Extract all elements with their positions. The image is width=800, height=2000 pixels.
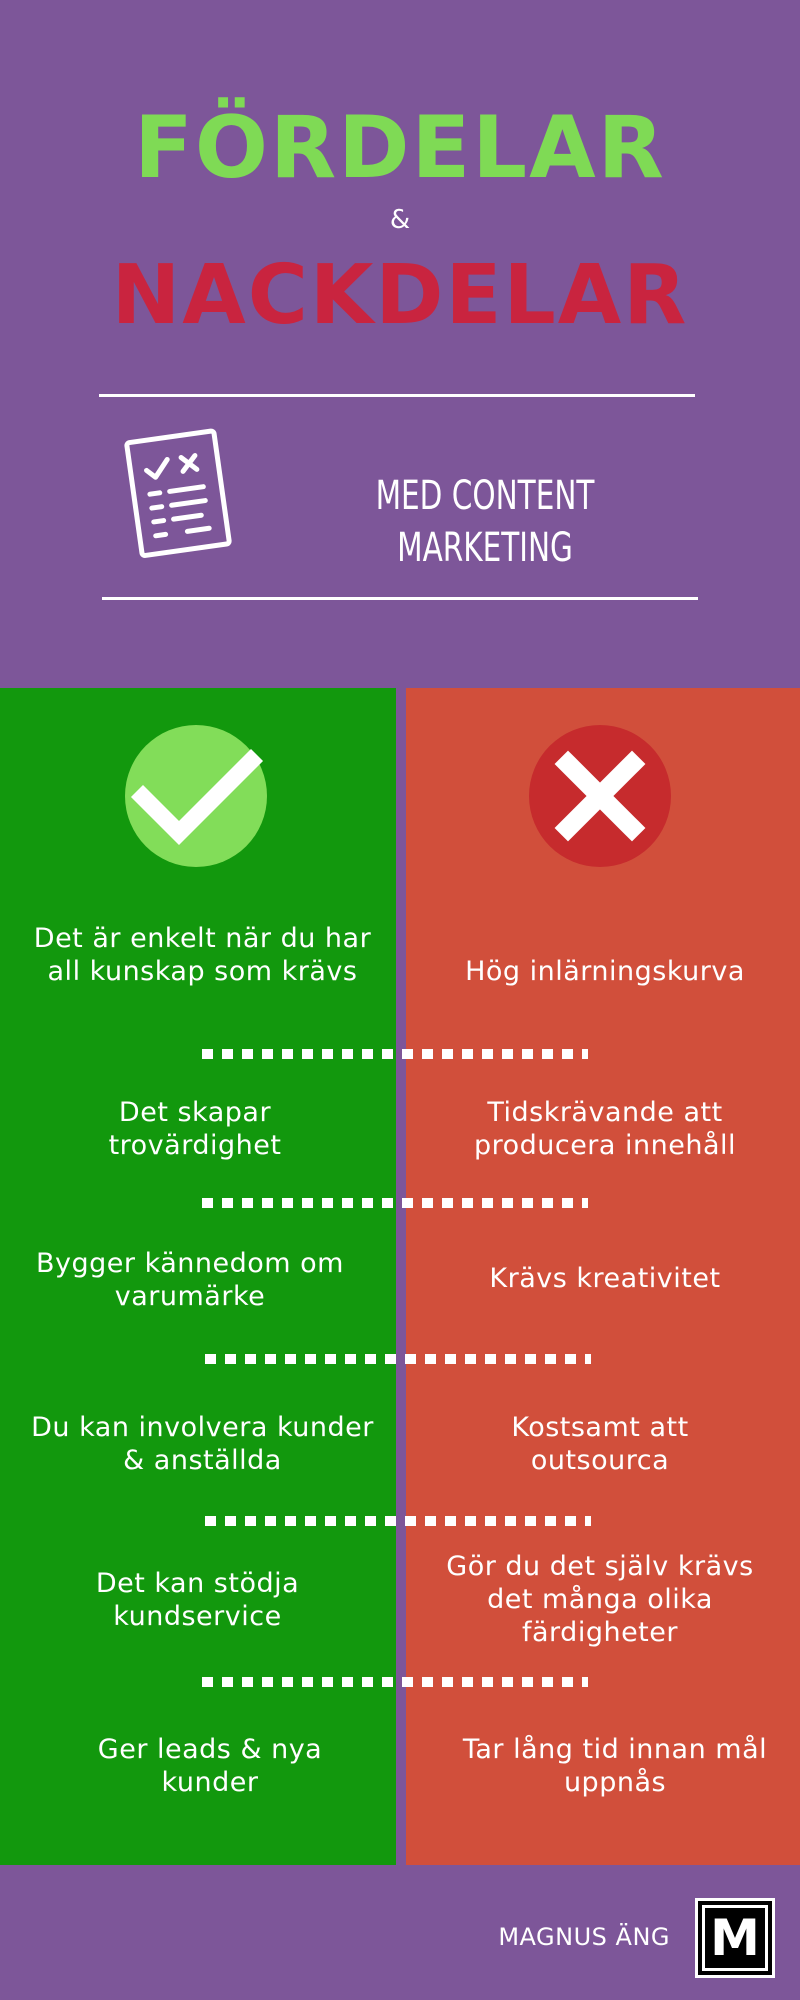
con-item: Kostsamt att outsourca: [511, 1412, 689, 1476]
cross-icon: [529, 725, 671, 867]
con-item: Tidskrävande att producera innehåll: [473, 1097, 737, 1161]
pro-item: Ger leads & nya kunder: [97, 1734, 323, 1798]
row-divider: [205, 1516, 591, 1526]
row-divider: [202, 1677, 588, 1687]
row-divider: [202, 1198, 588, 1208]
con-item: Krävs kreativitet: [489, 1263, 721, 1294]
ampersand: &: [389, 205, 411, 235]
pro-item: Du kan involvera kunder & anställda: [31, 1412, 374, 1476]
header-rule-bottom: [102, 597, 698, 600]
pro-item: Det skapar trovärdighet: [108, 1097, 282, 1161]
con-item: Gör du det själv krävs det många olika färdigheter: [446, 1551, 754, 1648]
pros-title: FÖRDELAR: [134, 98, 666, 198]
con-item: Hög inlärningskurva: [465, 956, 745, 987]
pro-item: Det kan stödja kundservice: [95, 1568, 300, 1632]
subtitle: MED CONTENT MARKETING: [375, 473, 595, 571]
cons-title: NACKDELAR: [111, 248, 689, 343]
m-logo: M: [695, 1898, 775, 1978]
row-divider: [205, 1354, 591, 1364]
pro-item: Bygger kännedom om varumärke: [36, 1248, 344, 1312]
pro-item: Det är enkelt när du har all kunskap som krävs: [33, 923, 372, 987]
header-rule-top: [99, 394, 695, 397]
checkmark-icon: [125, 725, 267, 867]
con-item: Tar lång tid innan mål uppnås: [462, 1734, 768, 1798]
row-divider: [202, 1049, 588, 1059]
checklist-document-icon: [120, 428, 240, 558]
author-name: MAGNUS ÄNG: [498, 1923, 670, 1951]
